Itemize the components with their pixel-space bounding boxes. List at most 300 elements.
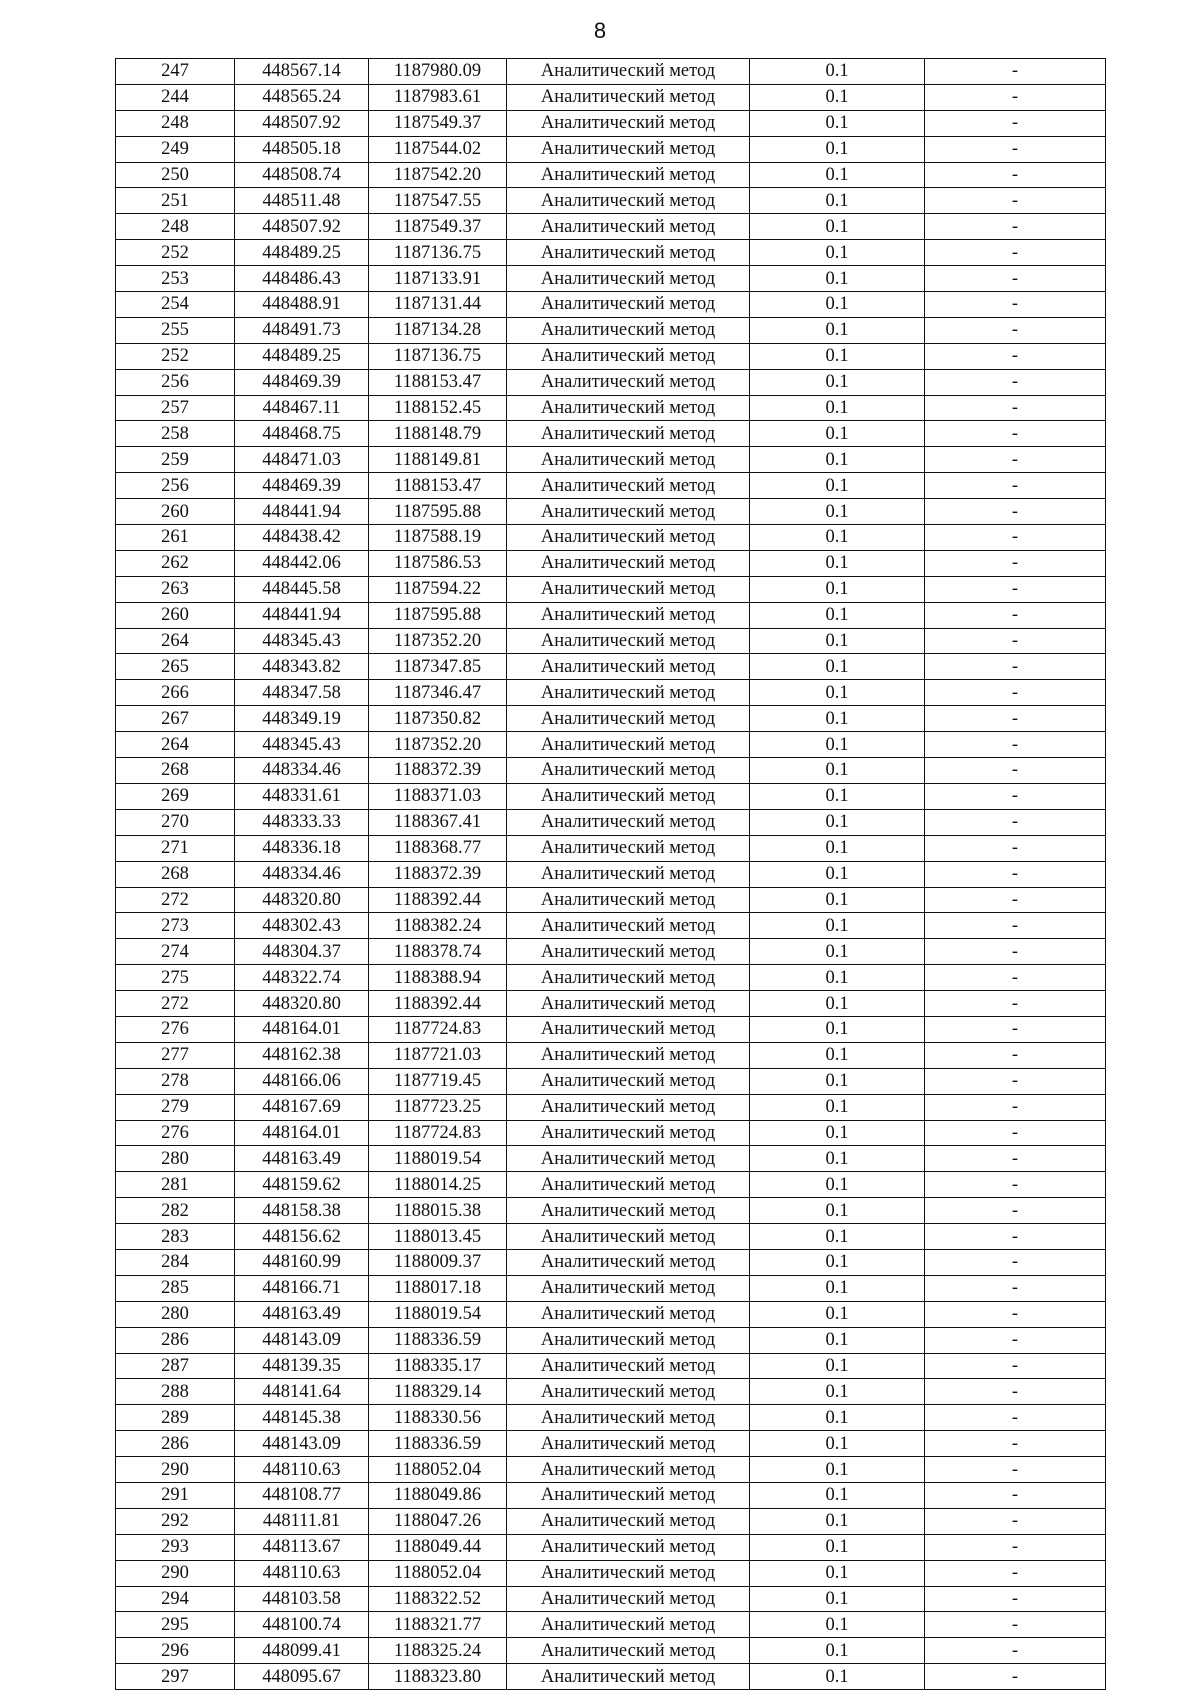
- description-cell: -: [925, 1042, 1106, 1068]
- description-cell: -: [925, 59, 1106, 85]
- table-row: [116, 473, 1106, 499]
- description-cell: -: [925, 317, 1106, 343]
- y-coordinate-cell: 1187594.22: [369, 576, 507, 602]
- x-coordinate-cell: 448331.61: [235, 783, 369, 809]
- description-cell: -: [925, 576, 1106, 602]
- x-coordinate-cell: 448441.94: [235, 499, 369, 525]
- x-coordinate-cell: 448166.71: [235, 1275, 369, 1301]
- method-cell: Аналитический метод: [507, 59, 750, 85]
- accuracy-cell: 0.1: [750, 602, 925, 628]
- description-cell: -: [925, 1327, 1106, 1353]
- description-cell: -: [925, 1224, 1106, 1250]
- accuracy-cell: 0.1: [750, 550, 925, 576]
- method-cell: Аналитический метод: [507, 292, 750, 318]
- point-number-cell: 282: [116, 1198, 235, 1224]
- point-number-cell: 254: [116, 292, 235, 318]
- x-coordinate-cell: 448166.06: [235, 1068, 369, 1094]
- table-row: [116, 1508, 1106, 1534]
- accuracy-cell: 0.1: [750, 706, 925, 732]
- description-cell: -: [925, 1198, 1106, 1224]
- method-cell: Аналитический метод: [507, 266, 750, 292]
- accuracy-cell: 0.1: [750, 1016, 925, 1042]
- description-cell: -: [925, 861, 1106, 887]
- method-cell: Аналитический метод: [507, 1508, 750, 1534]
- table-row: [116, 1172, 1106, 1198]
- description-cell: -: [925, 1016, 1106, 1042]
- x-coordinate-cell: 448139.35: [235, 1353, 369, 1379]
- x-coordinate-cell: 448507.92: [235, 214, 369, 240]
- point-number-cell: 258: [116, 421, 235, 447]
- point-number-cell: 270: [116, 809, 235, 835]
- description-cell: -: [925, 1094, 1106, 1120]
- table-row: [116, 525, 1106, 551]
- description-cell: -: [925, 84, 1106, 110]
- method-cell: Аналитический метод: [507, 1638, 750, 1664]
- table-row: [116, 395, 1106, 421]
- coordinates-table: [115, 58, 1106, 1690]
- description-cell: -: [925, 602, 1106, 628]
- accuracy-cell: 0.1: [750, 1534, 925, 1560]
- x-coordinate-cell: 448167.69: [235, 1094, 369, 1120]
- table-row: [116, 732, 1106, 758]
- method-cell: Аналитический метод: [507, 1301, 750, 1327]
- accuracy-cell: 0.1: [750, 783, 925, 809]
- x-coordinate-cell: 448304.37: [235, 939, 369, 965]
- point-number-cell: 288: [116, 1379, 235, 1405]
- method-cell: Аналитический метод: [507, 1353, 750, 1379]
- description-cell: -: [925, 162, 1106, 188]
- y-coordinate-cell: 1188330.56: [369, 1405, 507, 1431]
- table-row: [116, 1534, 1106, 1560]
- y-coordinate-cell: 1187352.20: [369, 732, 507, 758]
- x-coordinate-cell: 448143.09: [235, 1327, 369, 1353]
- x-coordinate-cell: 448441.94: [235, 602, 369, 628]
- method-cell: Аналитический метод: [507, 1612, 750, 1638]
- accuracy-cell: 0.1: [750, 913, 925, 939]
- y-coordinate-cell: 1187980.09: [369, 59, 507, 85]
- method-cell: Аналитический метод: [507, 162, 750, 188]
- table-row: [116, 680, 1106, 706]
- point-number-cell: 263: [116, 576, 235, 602]
- point-number-cell: 251: [116, 188, 235, 214]
- x-coordinate-cell: 448507.92: [235, 110, 369, 136]
- table-row: [116, 1016, 1106, 1042]
- description-cell: -: [925, 266, 1106, 292]
- x-coordinate-cell: 448163.49: [235, 1146, 369, 1172]
- method-cell: Аналитический метод: [507, 809, 750, 835]
- point-number-cell: 280: [116, 1146, 235, 1172]
- accuracy-cell: 0.1: [750, 1146, 925, 1172]
- method-cell: Аналитический метод: [507, 447, 750, 473]
- point-number-cell: 290: [116, 1457, 235, 1483]
- point-number-cell: 267: [116, 706, 235, 732]
- y-coordinate-cell: 1188392.44: [369, 991, 507, 1017]
- table-row: [116, 939, 1106, 965]
- point-number-cell: 268: [116, 861, 235, 887]
- y-coordinate-cell: 1188052.04: [369, 1457, 507, 1483]
- x-coordinate-cell: 448110.63: [235, 1457, 369, 1483]
- method-cell: Аналитический метод: [507, 1482, 750, 1508]
- accuracy-cell: 0.1: [750, 395, 925, 421]
- y-coordinate-cell: 1187134.28: [369, 317, 507, 343]
- y-coordinate-cell: 1187719.45: [369, 1068, 507, 1094]
- y-coordinate-cell: 1188019.54: [369, 1301, 507, 1327]
- point-number-cell: 279: [116, 1094, 235, 1120]
- table-row: [116, 1275, 1106, 1301]
- table-row: [116, 1224, 1106, 1250]
- y-coordinate-cell: 1187136.75: [369, 240, 507, 266]
- table-row: [116, 887, 1106, 913]
- coordinates-table-body: [116, 59, 1106, 1690]
- accuracy-cell: 0.1: [750, 576, 925, 602]
- method-cell: Аналитический метод: [507, 1172, 750, 1198]
- method-cell: Аналитический метод: [507, 369, 750, 395]
- table-row: [116, 783, 1106, 809]
- accuracy-cell: 0.1: [750, 188, 925, 214]
- description-cell: -: [925, 887, 1106, 913]
- y-coordinate-cell: 1188153.47: [369, 369, 507, 395]
- point-number-cell: 272: [116, 991, 235, 1017]
- y-coordinate-cell: 1187721.03: [369, 1042, 507, 1068]
- y-coordinate-cell: 1188323.80: [369, 1664, 507, 1690]
- x-coordinate-cell: 448486.43: [235, 266, 369, 292]
- y-coordinate-cell: 1188015.38: [369, 1198, 507, 1224]
- method-cell: Аналитический метод: [507, 913, 750, 939]
- table-row: [116, 162, 1106, 188]
- x-coordinate-cell: 448488.91: [235, 292, 369, 318]
- method-cell: Аналитический метод: [507, 84, 750, 110]
- accuracy-cell: 0.1: [750, 991, 925, 1017]
- description-cell: -: [925, 550, 1106, 576]
- accuracy-cell: 0.1: [750, 861, 925, 887]
- accuracy-cell: 0.1: [750, 110, 925, 136]
- description-cell: -: [925, 1586, 1106, 1612]
- description-cell: -: [925, 395, 1106, 421]
- description-cell: -: [925, 369, 1106, 395]
- method-cell: Аналитический метод: [507, 1120, 750, 1146]
- point-number-cell: 269: [116, 783, 235, 809]
- x-coordinate-cell: 448100.74: [235, 1612, 369, 1638]
- point-number-cell: 247: [116, 59, 235, 85]
- description-cell: -: [925, 913, 1106, 939]
- table-row: [116, 1431, 1106, 1457]
- point-number-cell: 275: [116, 965, 235, 991]
- method-cell: Аналитический метод: [507, 706, 750, 732]
- y-coordinate-cell: 1188335.17: [369, 1353, 507, 1379]
- table-row: [116, 1353, 1106, 1379]
- accuracy-cell: 0.1: [750, 1586, 925, 1612]
- y-coordinate-cell: 1188325.24: [369, 1638, 507, 1664]
- description-cell: -: [925, 732, 1106, 758]
- accuracy-cell: 0.1: [750, 965, 925, 991]
- table-row: [116, 861, 1106, 887]
- description-cell: -: [925, 1353, 1106, 1379]
- y-coordinate-cell: 1188329.14: [369, 1379, 507, 1405]
- accuracy-cell: 0.1: [750, 1482, 925, 1508]
- x-coordinate-cell: 448343.82: [235, 654, 369, 680]
- method-cell: Аналитический метод: [507, 1146, 750, 1172]
- x-coordinate-cell: 448160.99: [235, 1249, 369, 1275]
- point-number-cell: 286: [116, 1327, 235, 1353]
- y-coordinate-cell: 1187586.53: [369, 550, 507, 576]
- description-cell: -: [925, 214, 1106, 240]
- table-row: [116, 1379, 1106, 1405]
- method-cell: Аналитический метод: [507, 1327, 750, 1353]
- table-row: [116, 343, 1106, 369]
- accuracy-cell: 0.1: [750, 292, 925, 318]
- description-cell: -: [925, 1379, 1106, 1405]
- point-number-cell: 252: [116, 240, 235, 266]
- method-cell: Аналитический метод: [507, 1405, 750, 1431]
- y-coordinate-cell: 1188371.03: [369, 783, 507, 809]
- point-number-cell: 278: [116, 1068, 235, 1094]
- method-cell: Аналитический метод: [507, 188, 750, 214]
- y-coordinate-cell: 1187547.55: [369, 188, 507, 214]
- y-coordinate-cell: 1188152.45: [369, 395, 507, 421]
- method-cell: Аналитический метод: [507, 1198, 750, 1224]
- method-cell: Аналитический метод: [507, 550, 750, 576]
- accuracy-cell: 0.1: [750, 1612, 925, 1638]
- y-coordinate-cell: 1187723.25: [369, 1094, 507, 1120]
- table-row: [116, 550, 1106, 576]
- description-cell: -: [925, 473, 1106, 499]
- description-cell: -: [925, 1275, 1106, 1301]
- description-cell: -: [925, 1664, 1106, 1690]
- point-number-cell: 271: [116, 835, 235, 861]
- point-number-cell: 248: [116, 110, 235, 136]
- table-row: [116, 1094, 1106, 1120]
- table-row: [116, 1327, 1106, 1353]
- table-row: [116, 576, 1106, 602]
- x-coordinate-cell: 448163.49: [235, 1301, 369, 1327]
- point-number-cell: 248: [116, 214, 235, 240]
- accuracy-cell: 0.1: [750, 1638, 925, 1664]
- table-row: [116, 317, 1106, 343]
- method-cell: Аналитический метод: [507, 395, 750, 421]
- accuracy-cell: 0.1: [750, 1094, 925, 1120]
- x-coordinate-cell: 448143.09: [235, 1431, 369, 1457]
- point-number-cell: 284: [116, 1249, 235, 1275]
- description-cell: -: [925, 991, 1106, 1017]
- page-number: 8: [593, 18, 607, 43]
- accuracy-cell: 0.1: [750, 1042, 925, 1068]
- description-cell: -: [925, 1249, 1106, 1275]
- y-coordinate-cell: 1188368.77: [369, 835, 507, 861]
- table-row: [116, 965, 1106, 991]
- description-cell: -: [925, 1457, 1106, 1483]
- point-number-cell: 276: [116, 1016, 235, 1042]
- description-cell: -: [925, 835, 1106, 861]
- x-coordinate-cell: 448442.06: [235, 550, 369, 576]
- table-row: [116, 421, 1106, 447]
- x-coordinate-cell: 448345.43: [235, 732, 369, 758]
- accuracy-cell: 0.1: [750, 421, 925, 447]
- x-coordinate-cell: 448471.03: [235, 447, 369, 473]
- y-coordinate-cell: 1187133.91: [369, 266, 507, 292]
- y-coordinate-cell: 1187595.88: [369, 499, 507, 525]
- table-row: [116, 602, 1106, 628]
- accuracy-cell: 0.1: [750, 628, 925, 654]
- description-cell: -: [925, 1534, 1106, 1560]
- table-row: [116, 84, 1106, 110]
- accuracy-cell: 0.1: [750, 1405, 925, 1431]
- accuracy-cell: 0.1: [750, 1508, 925, 1534]
- point-number-cell: 255: [116, 317, 235, 343]
- y-coordinate-cell: 1188388.94: [369, 965, 507, 991]
- y-coordinate-cell: 1188336.59: [369, 1327, 507, 1353]
- table-row: [116, 59, 1106, 85]
- y-coordinate-cell: 1187131.44: [369, 292, 507, 318]
- description-cell: -: [925, 136, 1106, 162]
- point-number-cell: 291: [116, 1482, 235, 1508]
- x-coordinate-cell: 448164.01: [235, 1120, 369, 1146]
- x-coordinate-cell: 448334.46: [235, 861, 369, 887]
- y-coordinate-cell: 1188372.39: [369, 861, 507, 887]
- accuracy-cell: 0.1: [750, 84, 925, 110]
- x-coordinate-cell: 448565.24: [235, 84, 369, 110]
- accuracy-cell: 0.1: [750, 1664, 925, 1690]
- point-number-cell: 256: [116, 369, 235, 395]
- accuracy-cell: 0.1: [750, 266, 925, 292]
- point-number-cell: 249: [116, 136, 235, 162]
- x-coordinate-cell: 448489.25: [235, 240, 369, 266]
- accuracy-cell: 0.1: [750, 1327, 925, 1353]
- accuracy-cell: 0.1: [750, 1224, 925, 1250]
- table-row: [116, 369, 1106, 395]
- x-coordinate-cell: 448158.38: [235, 1198, 369, 1224]
- description-cell: -: [925, 706, 1106, 732]
- accuracy-cell: 0.1: [750, 343, 925, 369]
- description-cell: -: [925, 292, 1106, 318]
- method-cell: Аналитический метод: [507, 525, 750, 551]
- point-number-cell: 257: [116, 395, 235, 421]
- point-number-cell: 260: [116, 499, 235, 525]
- method-cell: Аналитический метод: [507, 214, 750, 240]
- table-row: [116, 188, 1106, 214]
- y-coordinate-cell: 1187549.37: [369, 214, 507, 240]
- point-number-cell: 286: [116, 1431, 235, 1457]
- accuracy-cell: 0.1: [750, 473, 925, 499]
- y-coordinate-cell: 1187136.75: [369, 343, 507, 369]
- y-coordinate-cell: 1187724.83: [369, 1016, 507, 1042]
- table-row: [116, 214, 1106, 240]
- method-cell: Аналитический метод: [507, 317, 750, 343]
- table-row: [116, 110, 1106, 136]
- point-number-cell: 296: [116, 1638, 235, 1664]
- table-row: [116, 240, 1106, 266]
- method-cell: Аналитический метод: [507, 861, 750, 887]
- x-coordinate-cell: 448099.41: [235, 1638, 369, 1664]
- accuracy-cell: 0.1: [750, 499, 925, 525]
- method-cell: Аналитический метод: [507, 602, 750, 628]
- table-row: [116, 1301, 1106, 1327]
- point-number-cell: 262: [116, 550, 235, 576]
- point-number-cell: 273: [116, 913, 235, 939]
- method-cell: Аналитический метод: [507, 991, 750, 1017]
- point-number-cell: 292: [116, 1508, 235, 1534]
- table-row: [116, 1120, 1106, 1146]
- y-coordinate-cell: 1188336.59: [369, 1431, 507, 1457]
- accuracy-cell: 0.1: [750, 887, 925, 913]
- accuracy-cell: 0.1: [750, 59, 925, 85]
- method-cell: Аналитический метод: [507, 1275, 750, 1301]
- method-cell: Аналитический метод: [507, 654, 750, 680]
- x-coordinate-cell: 448302.43: [235, 913, 369, 939]
- method-cell: Аналитический метод: [507, 110, 750, 136]
- accuracy-cell: 0.1: [750, 1457, 925, 1483]
- point-number-cell: 259: [116, 447, 235, 473]
- x-coordinate-cell: 448320.80: [235, 991, 369, 1017]
- table-row: [116, 1560, 1106, 1586]
- accuracy-cell: 0.1: [750, 369, 925, 395]
- table-row: [116, 809, 1106, 835]
- x-coordinate-cell: 448567.14: [235, 59, 369, 85]
- x-coordinate-cell: 448347.58: [235, 680, 369, 706]
- accuracy-cell: 0.1: [750, 1120, 925, 1146]
- method-cell: Аналитический метод: [507, 473, 750, 499]
- table-row: [116, 758, 1106, 784]
- point-number-cell: 264: [116, 732, 235, 758]
- x-coordinate-cell: 448511.48: [235, 188, 369, 214]
- accuracy-cell: 0.1: [750, 1068, 925, 1094]
- y-coordinate-cell: 1188378.74: [369, 939, 507, 965]
- table-row: [116, 654, 1106, 680]
- method-cell: Аналитический метод: [507, 783, 750, 809]
- description-cell: -: [925, 1120, 1106, 1146]
- y-coordinate-cell: 1188009.37: [369, 1249, 507, 1275]
- description-cell: -: [925, 654, 1106, 680]
- description-cell: -: [925, 1301, 1106, 1327]
- x-coordinate-cell: 448438.42: [235, 525, 369, 551]
- accuracy-cell: 0.1: [750, 1172, 925, 1198]
- y-coordinate-cell: 1188392.44: [369, 887, 507, 913]
- y-coordinate-cell: 1188049.44: [369, 1534, 507, 1560]
- point-number-cell: 268: [116, 758, 235, 784]
- y-coordinate-cell: 1187346.47: [369, 680, 507, 706]
- point-number-cell: 266: [116, 680, 235, 706]
- x-coordinate-cell: 448468.75: [235, 421, 369, 447]
- accuracy-cell: 0.1: [750, 136, 925, 162]
- y-coordinate-cell: 1188013.45: [369, 1224, 507, 1250]
- method-cell: Аналитический метод: [507, 965, 750, 991]
- x-coordinate-cell: 448445.58: [235, 576, 369, 602]
- y-coordinate-cell: 1188149.81: [369, 447, 507, 473]
- table-row: [116, 499, 1106, 525]
- y-coordinate-cell: 1187983.61: [369, 84, 507, 110]
- description-cell: -: [925, 1560, 1106, 1586]
- point-number-cell: 264: [116, 628, 235, 654]
- method-cell: Аналитический метод: [507, 1379, 750, 1405]
- method-cell: Аналитический метод: [507, 1457, 750, 1483]
- description-cell: -: [925, 1612, 1106, 1638]
- description-cell: -: [925, 343, 1106, 369]
- description-cell: -: [925, 447, 1106, 473]
- x-coordinate-cell: 448111.81: [235, 1508, 369, 1534]
- x-coordinate-cell: 448141.64: [235, 1379, 369, 1405]
- table-row: [116, 913, 1106, 939]
- accuracy-cell: 0.1: [750, 1353, 925, 1379]
- table-row: [116, 1586, 1106, 1612]
- method-cell: Аналитический метод: [507, 1016, 750, 1042]
- y-coordinate-cell: 1188367.41: [369, 809, 507, 835]
- table-row: [116, 266, 1106, 292]
- x-coordinate-cell: 448113.67: [235, 1534, 369, 1560]
- table-row: [116, 1042, 1106, 1068]
- point-number-cell: 290: [116, 1560, 235, 1586]
- point-number-cell: 252: [116, 343, 235, 369]
- point-number-cell: 295: [116, 1612, 235, 1638]
- accuracy-cell: 0.1: [750, 1301, 925, 1327]
